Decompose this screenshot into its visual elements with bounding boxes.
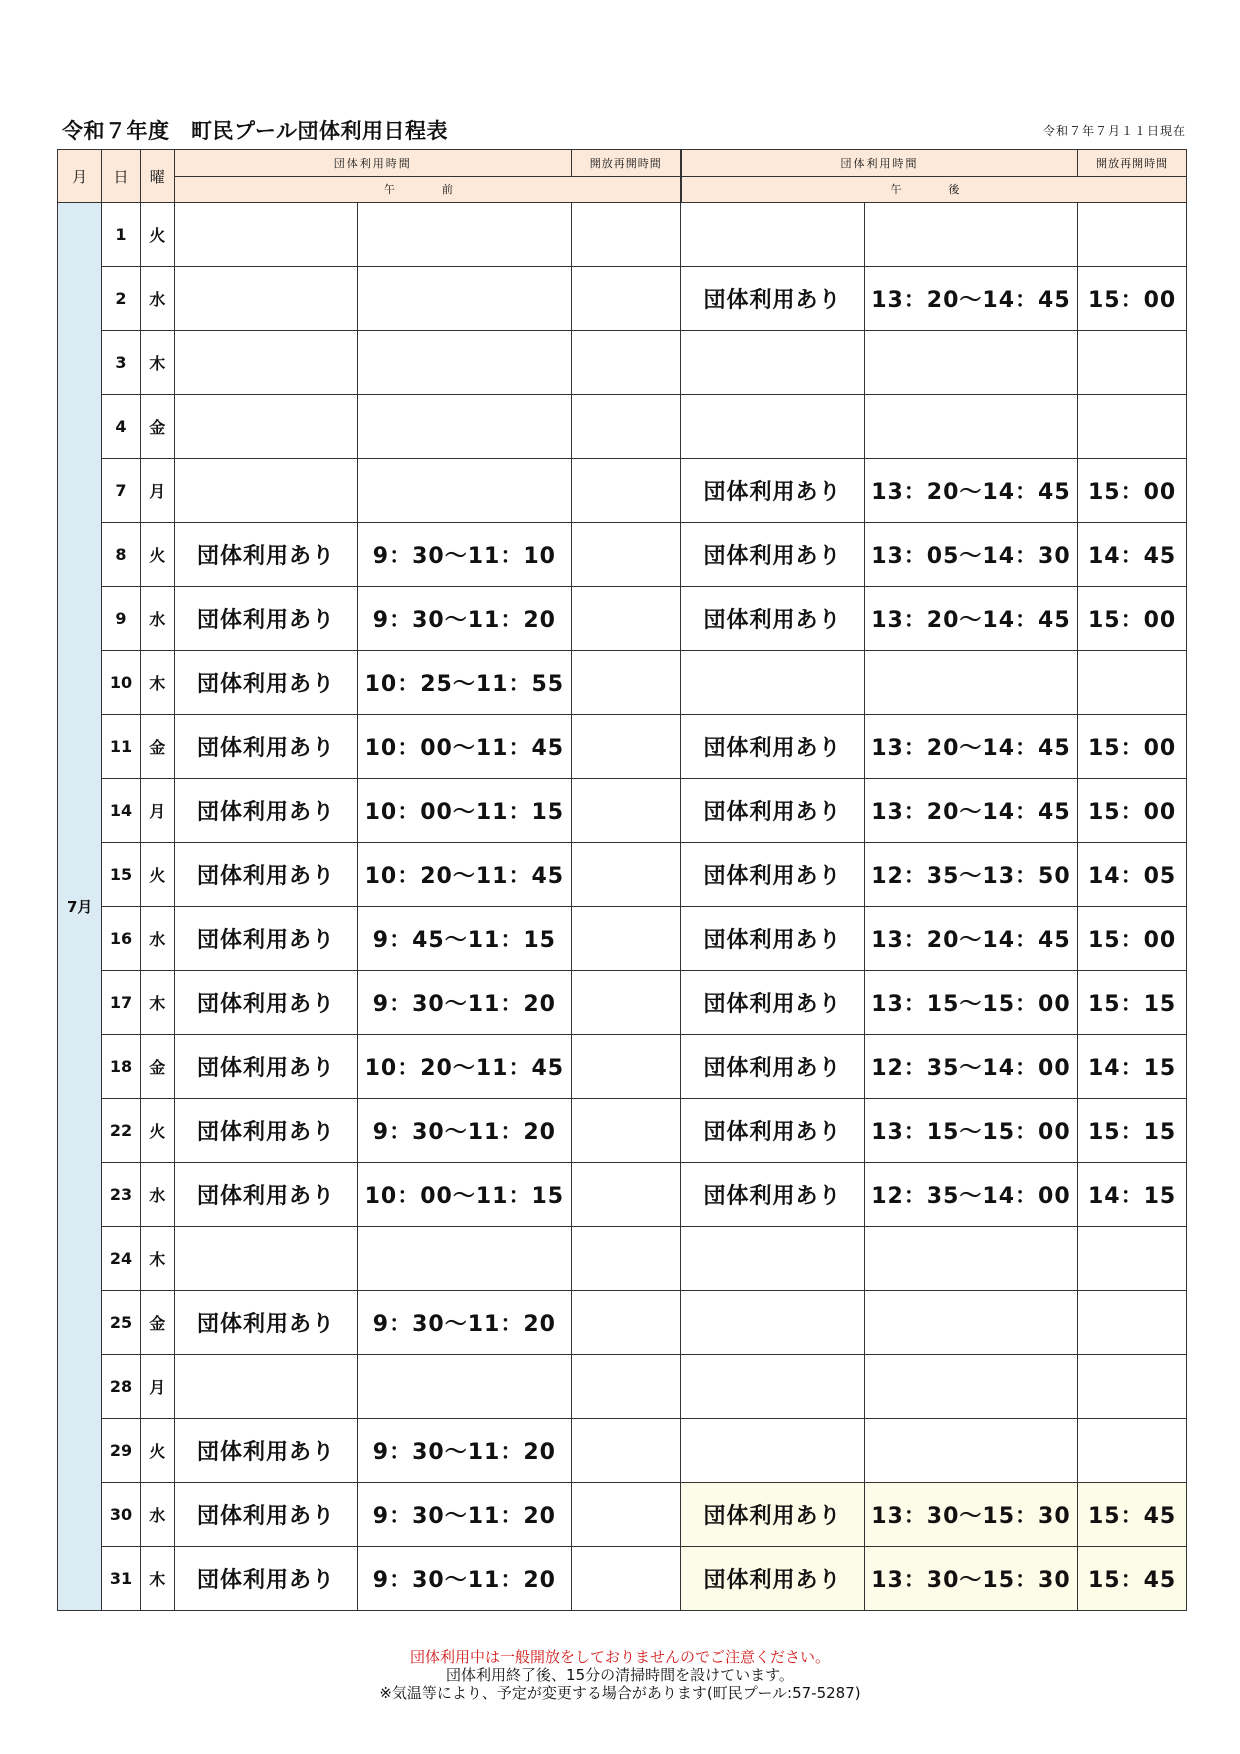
pm-status-cell xyxy=(681,395,864,459)
pm-reopen-cell: 15：15 xyxy=(1078,971,1187,1035)
day-cell: 25 xyxy=(102,1291,140,1355)
weekday-cell: 金 xyxy=(140,395,174,459)
pm-status-cell: 団体利用あり xyxy=(681,459,864,523)
am-time-cell: 10：00～11：45 xyxy=(358,715,572,779)
day-cell: 23 xyxy=(102,1163,140,1227)
header-group-time-pm: 団体利用時間 xyxy=(681,150,1078,177)
day-cell: 11 xyxy=(102,715,140,779)
pm-reopen-cell: 14：05 xyxy=(1078,843,1187,907)
am-time-cell xyxy=(358,203,572,267)
am-status-cell xyxy=(174,459,357,523)
pm-status-cell xyxy=(681,1227,864,1291)
day-cell: 9 xyxy=(102,587,140,651)
pm-reopen-cell: 15：00 xyxy=(1078,267,1187,331)
am-status-cell: 団体利用あり xyxy=(174,715,357,779)
am-time-cell xyxy=(358,331,572,395)
weekday-cell: 水 xyxy=(140,1163,174,1227)
pm-reopen-cell xyxy=(1078,651,1187,715)
day-cell: 7 xyxy=(102,459,140,523)
weekday-cell: 水 xyxy=(140,587,174,651)
pm-time-cell xyxy=(864,395,1078,459)
weekday-cell: 水 xyxy=(140,267,174,331)
pm-status-cell: 団体利用あり xyxy=(681,843,864,907)
weekday-cell: 木 xyxy=(140,971,174,1035)
pm-reopen-cell xyxy=(1078,331,1187,395)
weekday-cell: 水 xyxy=(140,907,174,971)
table-row xyxy=(58,203,1187,267)
pm-time-cell: 13：15～15：00 xyxy=(864,1099,1078,1163)
pm-time-cell: 13：20～14：45 xyxy=(864,459,1078,523)
pm-reopen-cell: 15：00 xyxy=(1078,715,1187,779)
am-status-cell: 団体利用あり xyxy=(174,1291,357,1355)
am-time-cell xyxy=(358,267,572,331)
am-reopen-cell xyxy=(571,907,681,971)
am-time-cell: 9：30～11：20 xyxy=(358,1483,572,1547)
am-time-cell: 9：30～11：20 xyxy=(358,1419,572,1483)
pm-reopen-cell: 14：15 xyxy=(1078,1163,1187,1227)
header-am: 午 前 xyxy=(174,176,681,203)
am-time-cell: 9：30～11：20 xyxy=(358,1547,572,1611)
day-cell: 3 xyxy=(102,331,140,395)
pm-time-cell: 12：35～13：50 xyxy=(864,843,1078,907)
header-group-time-am: 団体利用時間 xyxy=(174,150,571,177)
weekday-cell: 月 xyxy=(140,459,174,523)
header-month: 月 xyxy=(58,150,102,203)
day-cell: 16 xyxy=(102,907,140,971)
day-cell: 31 xyxy=(102,1547,140,1611)
am-reopen-cell xyxy=(571,1547,681,1611)
table-row xyxy=(58,1163,1187,1227)
am-status-cell xyxy=(174,1355,357,1419)
pm-time-cell xyxy=(864,203,1078,267)
table-row xyxy=(58,1291,1187,1355)
day-cell: 10 xyxy=(102,651,140,715)
weekday-cell: 火 xyxy=(140,843,174,907)
weekday-cell: 金 xyxy=(140,1035,174,1099)
pm-reopen-cell xyxy=(1078,1291,1187,1355)
am-status-cell xyxy=(174,267,357,331)
pm-time-cell: 13：20～14：45 xyxy=(864,587,1078,651)
pm-status-cell: 団体利用あり xyxy=(681,1163,864,1227)
weekday-cell: 木 xyxy=(140,1227,174,1291)
pm-status-cell: 団体利用あり xyxy=(681,715,864,779)
am-time-cell: 9：30～11：20 xyxy=(358,587,572,651)
day-cell: 17 xyxy=(102,971,140,1035)
weekday-cell: 木 xyxy=(140,331,174,395)
pm-time-cell: 13：05～14：30 xyxy=(864,523,1078,587)
am-time-cell: 9：30～11：20 xyxy=(358,1291,572,1355)
pm-time-cell xyxy=(864,1419,1078,1483)
am-reopen-cell xyxy=(571,267,681,331)
am-reopen-cell xyxy=(571,651,681,715)
pm-time-cell xyxy=(864,1227,1078,1291)
note-warning: 団体利用中は一般開放をしておりませんのでご注意ください。 xyxy=(409,1648,830,1666)
am-reopen-cell xyxy=(571,523,681,587)
am-status-cell: 団体利用あり xyxy=(174,587,357,651)
pm-status-cell: 団体利用あり xyxy=(681,971,864,1035)
pm-time-cell xyxy=(864,1291,1078,1355)
am-reopen-cell xyxy=(571,395,681,459)
table-row xyxy=(58,395,1187,459)
am-reopen-cell xyxy=(571,459,681,523)
pm-reopen-cell: 15：15 xyxy=(1078,1099,1187,1163)
day-cell: 22 xyxy=(102,1099,140,1163)
am-reopen-cell xyxy=(571,1291,681,1355)
table-row xyxy=(58,1355,1187,1419)
pm-status-cell xyxy=(681,1291,864,1355)
pm-reopen-cell: 15：45 xyxy=(1078,1483,1187,1547)
am-reopen-cell xyxy=(571,1355,681,1419)
am-reopen-cell xyxy=(571,203,681,267)
am-status-cell: 団体利用あり xyxy=(174,1419,357,1483)
pm-time-cell: 13：15～15：00 xyxy=(864,971,1078,1035)
pm-status-cell: 団体利用あり xyxy=(681,1483,864,1547)
note-change: ※気温等により、予定が変更する場合があります(町民プール:57-5287) xyxy=(379,1684,861,1702)
pm-time-cell xyxy=(864,651,1078,715)
pm-status-cell: 団体利用あり xyxy=(681,779,864,843)
am-status-cell: 団体利用あり xyxy=(174,651,357,715)
pm-reopen-cell xyxy=(1078,1419,1187,1483)
am-status-cell xyxy=(174,203,357,267)
day-cell: 2 xyxy=(102,267,140,331)
table-row xyxy=(58,587,1187,651)
day-cell: 14 xyxy=(102,779,140,843)
header-weekday: 曜 xyxy=(140,150,174,203)
am-reopen-cell xyxy=(571,1227,681,1291)
pm-time-cell: 13：30～15：30 xyxy=(864,1547,1078,1611)
am-status-cell xyxy=(174,395,357,459)
am-reopen-cell xyxy=(571,1163,681,1227)
table-row xyxy=(58,1547,1187,1611)
table-row xyxy=(58,971,1187,1035)
pm-time-cell: 13：30～15：30 xyxy=(864,1483,1078,1547)
header-reopen-am: 開放再開時間 xyxy=(571,150,681,177)
pm-reopen-cell xyxy=(1078,395,1187,459)
table-row xyxy=(58,779,1187,843)
am-time-cell: 9：30～11：20 xyxy=(358,971,572,1035)
pm-reopen-cell xyxy=(1078,1355,1187,1419)
pm-status-cell xyxy=(681,331,864,395)
table-row xyxy=(58,907,1187,971)
weekday-cell: 月 xyxy=(140,1355,174,1419)
day-cell: 28 xyxy=(102,1355,140,1419)
day-cell: 30 xyxy=(102,1483,140,1547)
pm-reopen-cell xyxy=(1078,1227,1187,1291)
pm-status-cell: 団体利用あり xyxy=(681,1547,864,1611)
pm-status-cell: 団体利用あり xyxy=(681,1099,864,1163)
page-title: 令和７年度 町民プール団体利用日程表 xyxy=(62,119,448,143)
day-cell: 18 xyxy=(102,1035,140,1099)
am-time-cell: 10：00～11：15 xyxy=(358,1163,572,1227)
table-row xyxy=(58,1099,1187,1163)
table-row xyxy=(58,459,1187,523)
pm-status-cell xyxy=(681,1355,864,1419)
footer-notes xyxy=(0,1648,1240,1702)
as-of-date: 令和７年７月１１日現在 xyxy=(1042,124,1186,138)
am-reopen-cell xyxy=(571,331,681,395)
table-row xyxy=(58,715,1187,779)
am-reopen-cell xyxy=(571,971,681,1035)
day-cell: 15 xyxy=(102,843,140,907)
am-time-cell: 9：45～11：15 xyxy=(358,907,572,971)
schedule-table xyxy=(57,149,1187,1611)
pm-reopen-cell: 15：00 xyxy=(1078,587,1187,651)
am-time-cell xyxy=(358,1227,572,1291)
weekday-cell: 火 xyxy=(140,203,174,267)
am-reopen-cell xyxy=(571,715,681,779)
am-time-cell xyxy=(358,1355,572,1419)
weekday-cell: 火 xyxy=(140,1099,174,1163)
pm-status-cell: 団体利用あり xyxy=(681,587,864,651)
weekday-cell: 火 xyxy=(140,523,174,587)
am-status-cell: 団体利用あり xyxy=(174,779,357,843)
pm-time-cell: 13：20～14：45 xyxy=(864,907,1078,971)
table-row xyxy=(58,1419,1187,1483)
am-reopen-cell xyxy=(571,587,681,651)
weekday-cell: 金 xyxy=(140,715,174,779)
header-pm: 午 後 xyxy=(681,176,1187,203)
am-status-cell xyxy=(174,331,357,395)
am-time-cell: 10：20～11：45 xyxy=(358,1035,572,1099)
day-cell: 24 xyxy=(102,1227,140,1291)
weekday-cell: 火 xyxy=(140,1419,174,1483)
header-reopen-pm: 開放再開時間 xyxy=(1078,150,1187,177)
am-status-cell: 団体利用あり xyxy=(174,1547,357,1611)
am-reopen-cell xyxy=(571,843,681,907)
month-cell: 7月 xyxy=(58,203,102,1611)
table-row xyxy=(58,523,1187,587)
am-time-cell xyxy=(358,459,572,523)
am-status-cell: 団体利用あり xyxy=(174,1483,357,1547)
am-reopen-cell xyxy=(571,1035,681,1099)
pm-status-cell: 団体利用あり xyxy=(681,523,864,587)
pm-time-cell: 12：35～14：00 xyxy=(864,1035,1078,1099)
note-cleaning: 団体利用終了後、15分の清掃時間を設けています。 xyxy=(446,1666,794,1684)
am-status-cell: 団体利用あり xyxy=(174,971,357,1035)
weekday-cell: 金 xyxy=(140,1291,174,1355)
table-row xyxy=(58,331,1187,395)
day-cell: 29 xyxy=(102,1419,140,1483)
pm-time-cell: 12：35～14：00 xyxy=(864,1163,1078,1227)
am-reopen-cell xyxy=(571,779,681,843)
table-row xyxy=(58,1227,1187,1291)
weekday-cell: 水 xyxy=(140,1483,174,1547)
weekday-cell: 月 xyxy=(140,779,174,843)
am-reopen-cell xyxy=(571,1419,681,1483)
pm-reopen-cell: 15：45 xyxy=(1078,1547,1187,1611)
am-time-cell: 9：30～11：10 xyxy=(358,523,572,587)
pm-status-cell xyxy=(681,1419,864,1483)
table-row xyxy=(58,651,1187,715)
table-row xyxy=(58,843,1187,907)
pm-reopen-cell: 15：00 xyxy=(1078,779,1187,843)
am-status-cell: 団体利用あり xyxy=(174,1163,357,1227)
pm-time-cell xyxy=(864,1355,1078,1419)
weekday-cell: 木 xyxy=(140,651,174,715)
am-status-cell: 団体利用あり xyxy=(174,907,357,971)
am-time-cell xyxy=(358,395,572,459)
weekday-cell: 木 xyxy=(140,1547,174,1611)
pm-time-cell xyxy=(864,331,1078,395)
am-reopen-cell xyxy=(571,1099,681,1163)
day-cell: 1 xyxy=(102,203,140,267)
day-cell: 4 xyxy=(102,395,140,459)
pm-reopen-cell xyxy=(1078,203,1187,267)
am-time-cell: 9：30～11：20 xyxy=(358,1099,572,1163)
am-reopen-cell xyxy=(571,1483,681,1547)
table-row xyxy=(58,267,1187,331)
am-status-cell: 団体利用あり xyxy=(174,1099,357,1163)
pm-time-cell: 13：20～14：45 xyxy=(864,779,1078,843)
am-status-cell: 団体利用あり xyxy=(174,1035,357,1099)
day-cell: 8 xyxy=(102,523,140,587)
pm-reopen-cell: 15：00 xyxy=(1078,907,1187,971)
am-status-cell: 団体利用あり xyxy=(174,843,357,907)
am-time-cell: 10：00～11：15 xyxy=(358,779,572,843)
pm-status-cell: 団体利用あり xyxy=(681,907,864,971)
am-status-cell xyxy=(174,1227,357,1291)
pm-status-cell: 団体利用あり xyxy=(681,267,864,331)
am-status-cell: 団体利用あり xyxy=(174,523,357,587)
table-row xyxy=(58,1035,1187,1099)
pm-status-cell xyxy=(681,651,864,715)
table-row xyxy=(58,1483,1187,1547)
pm-status-cell xyxy=(681,203,864,267)
pm-reopen-cell: 14：15 xyxy=(1078,1035,1187,1099)
pm-reopen-cell: 14：45 xyxy=(1078,523,1187,587)
header-day: 日 xyxy=(102,150,140,203)
am-time-cell: 10：20～11：45 xyxy=(358,843,572,907)
am-time-cell: 10：25～11：55 xyxy=(358,651,572,715)
pm-time-cell: 13：20～14：45 xyxy=(864,267,1078,331)
pm-time-cell: 13：20～14：45 xyxy=(864,715,1078,779)
pm-status-cell: 団体利用あり xyxy=(681,1035,864,1099)
pm-reopen-cell: 15：00 xyxy=(1078,459,1187,523)
